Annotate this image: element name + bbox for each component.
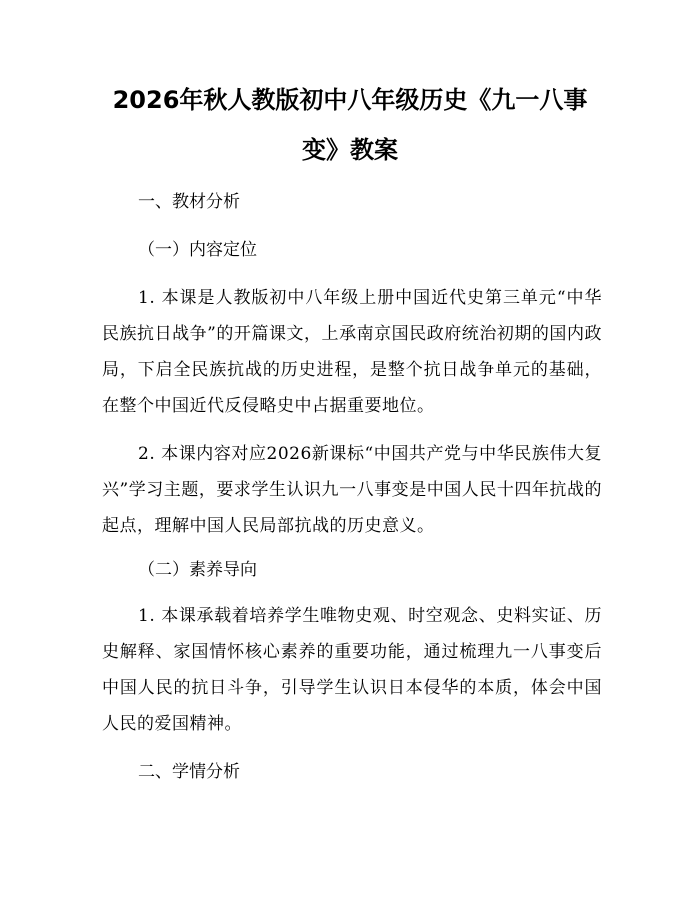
document-title: 2026年秋人教版初中八年级历史《九一八事变》教案 <box>112 86 588 164</box>
paragraph-3: 1. 本课承载着培养学生唯物史观、时空观念、史料实证、历史解释、家国情怀核心素养的重要功能，通过梳理九一八事变后中国人民的抗日斗争，引导学生认识日本侵华的本质，体会中国人民的爱国精神。 <box>102 606 602 734</box>
subheading-content-positioning: （一）内容定位 <box>138 240 257 260</box>
section-heading-textbook-analysis: 一、教材分析 <box>138 192 240 212</box>
section-heading-learner-analysis: 二、学情分析 <box>138 762 240 782</box>
paragraph-2: 2. 本课内容对应2026新课标“中国共产党与中华民族伟大复兴”学习主题，要求学生认识九一八事变是中国人民十四年抗战的起点，理解中国人民局部抗战的历史意义。 <box>102 444 602 536</box>
paragraph-1: 1. 本课是人教版初中八年级上册中国近代史第三单元“中华民族抗日战争”的开篇课文，上承南京国民政府统治初期的国内政局，下启全民族抗战的历史进程，是整个抗日战争单元的基础，在整个中国近代反侵略史中占据重要地位。 <box>102 288 602 416</box>
subheading-literacy-orientation: （二）素养导向 <box>138 560 257 580</box>
